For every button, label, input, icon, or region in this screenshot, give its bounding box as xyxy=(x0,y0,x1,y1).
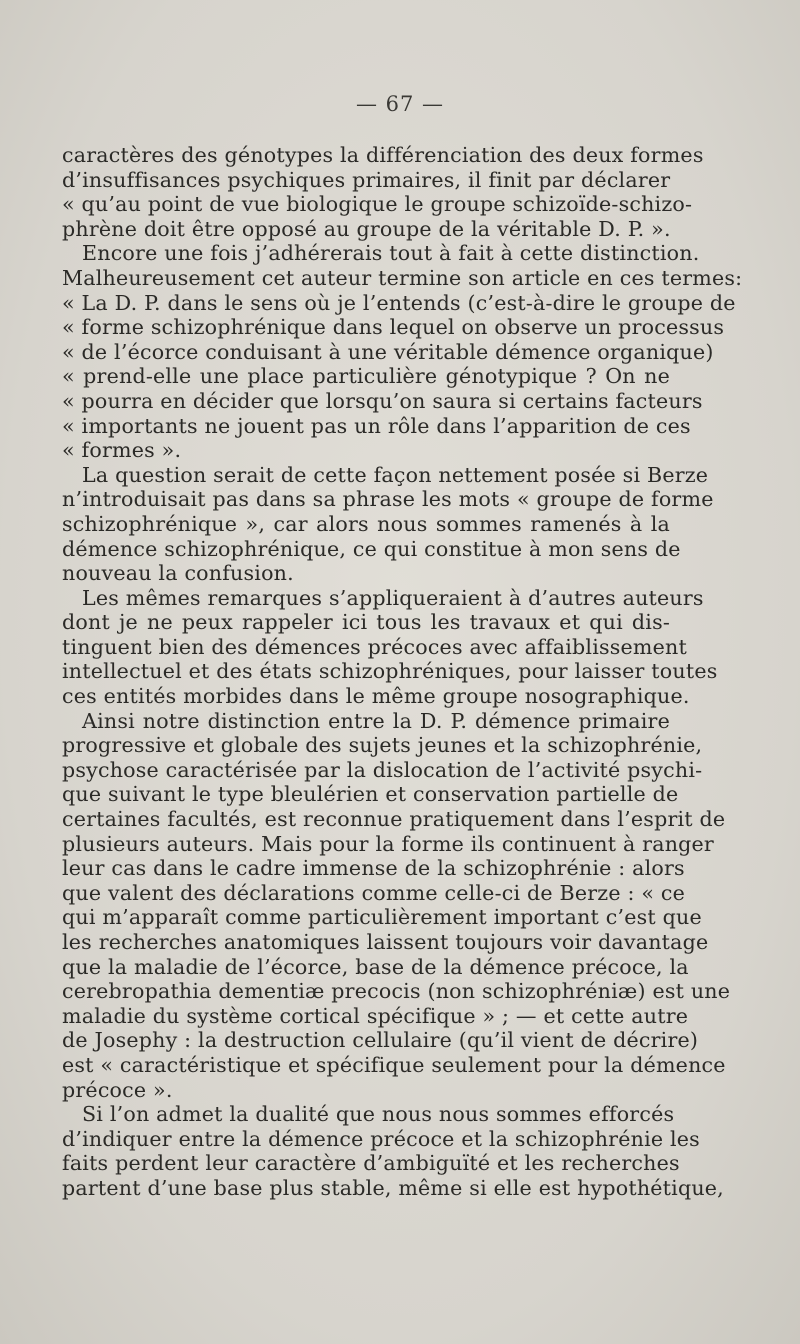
text-line: « forme schizophrénique dans lequel on observe un processus xyxy=(62,315,725,340)
text-line: qui m’apparaît comme particulièrement important c’est que xyxy=(62,905,702,930)
text-line: phrène doit être opposé au groupe de la véritable D. P. ». xyxy=(62,216,671,241)
page-number: — 67 — xyxy=(355,92,445,116)
text-line: Malheureusement cet auteur termine son article en ces termes: xyxy=(62,265,743,290)
text-line: leur cas dans le cadre immense de la schizophrénie : alors xyxy=(62,856,685,881)
text-line: faits perdent leur caractère d’ambiguïté et les recherches xyxy=(62,1151,680,1176)
text-line: Si l’on admet la dualité que nous nous sommes efforcés xyxy=(82,1102,675,1127)
text-line: tinguent bien des démences précoces avec affaiblissement xyxy=(62,634,687,659)
text-line: caractères des génotypes la différenciation des deux formes xyxy=(62,143,704,167)
text-line: ces entités morbides dans le même groupe nosographique. xyxy=(62,684,690,709)
text-line: précoce ». xyxy=(62,1077,173,1102)
text-line: Les mêmes remarques s’appliqueraient à d’autres auteurs xyxy=(82,585,704,610)
text-line: « de l’écorce conduisant à une véritable démence organique) xyxy=(62,339,714,364)
text-line: d’insuffisances psychiques primaires, il finit par déclarer xyxy=(62,167,671,192)
text-line: « importants ne jouent pas un rôle dans l’apparition de ces xyxy=(62,413,691,438)
text-line: « prend-elle une place particulière génotypique ? On ne xyxy=(62,364,670,389)
text-line: psychose caractérisée par la dislocation de l’activité psychi- xyxy=(62,757,703,782)
text-line: que suivant le type bleulérien et conservation partielle de xyxy=(62,782,679,807)
text-line: est « caractéristique et spécifique seulement pour la démence xyxy=(62,1052,726,1077)
text-line: d’indiquer entre la démence précoce et la schizophrénie les xyxy=(62,1126,700,1151)
text-line: que valent des déclarations comme celle-ci de Berze : « ce xyxy=(62,880,686,905)
text-line: intellectuel et des états schizophréniques, pour laisser toutes xyxy=(62,659,718,684)
text-line: cerebropathia dementiæ precocis (non schizophréniæ) est une xyxy=(62,979,731,1004)
text-line: n’introduisait pas dans sa phrase les mots « groupe de forme xyxy=(62,487,714,512)
text-line: « pourra en décider que lorsqu’on saura si certains facteurs xyxy=(62,388,703,413)
text-line: schizophrénique », car alors nous sommes ramenés à la xyxy=(62,511,670,536)
text-line: nouveau la confusion. xyxy=(62,561,294,586)
text-line: dont je ne peux rappeler ici tous les travaux et qui dis- xyxy=(62,610,670,635)
text-line: démence schizophrénique, ce qui constitue à mon sens de xyxy=(62,536,681,561)
text-line: plusieurs auteurs. Mais pour la forme ils continuent à ranger xyxy=(62,831,714,856)
text-line: de Josephy : la destruction cellulaire (qu’il vient de décrire) xyxy=(62,1028,699,1053)
text-line: « formes ». xyxy=(62,438,182,463)
text-line: certaines facultés, est reconnue pratiquement dans l’esprit de xyxy=(62,807,726,832)
text-line: partent d’une base plus stable, même si elle est hypothétique, xyxy=(62,1175,724,1200)
text-line: « La D. P. dans le sens où je l’entends (c’est-à-dire le groupe de xyxy=(62,290,736,315)
text-line: Ainsi notre distinction entre la D. P. démence primaire xyxy=(82,708,670,733)
text-line: La question serait de cette façon nettement posée si Berze xyxy=(82,462,709,487)
text-line: Encore une fois j’adhérerais tout à fait à cette distinction. xyxy=(82,241,700,266)
text-line: maladie du système cortical spécifique » ; — et cette autre xyxy=(62,1003,689,1028)
body-text xyxy=(62,143,743,1201)
text-line: les recherches anatomiques laissent toujours voir davantage xyxy=(62,930,709,954)
text-line: que la maladie de l’écorce, base de la démence précoce, la xyxy=(62,954,689,979)
text-line: « qu’au point de vue biologique le groupe schizoïde-schizo- xyxy=(62,192,693,217)
text-line: progressive et globale des sujets jeunes et la schizophrénie, xyxy=(62,733,703,758)
